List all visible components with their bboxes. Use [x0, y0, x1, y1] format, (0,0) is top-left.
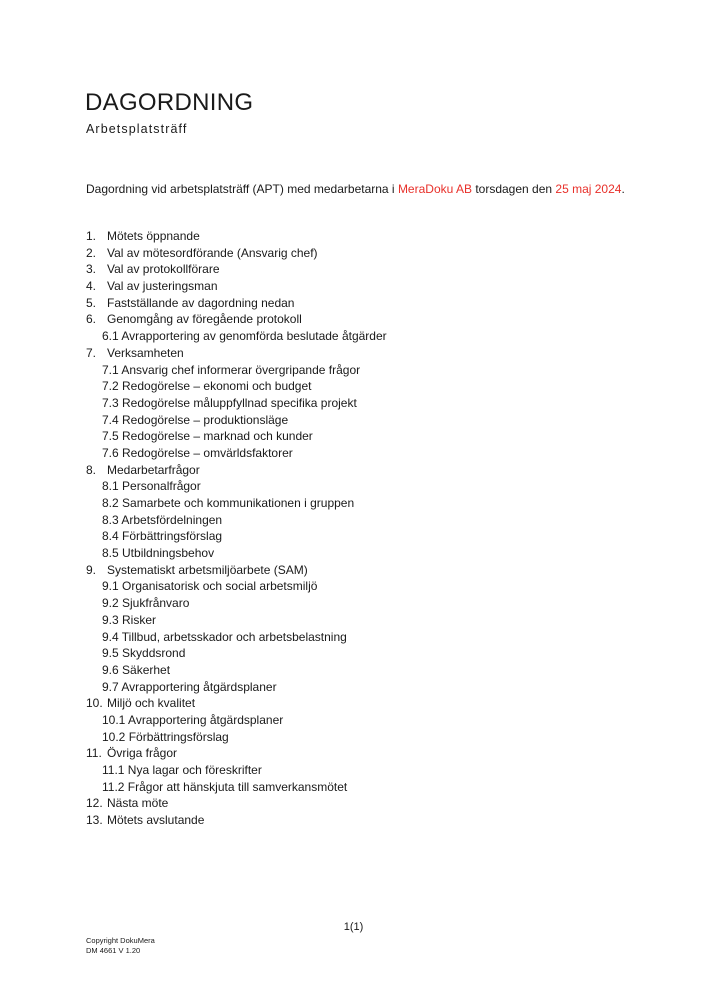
agenda-item [86, 562, 387, 579]
agenda-item-number: 8. [86, 462, 97, 477]
agenda-subitem: 7.2 Redogörelse – ekonomi och budget [102, 379, 312, 394]
agenda-item-text: Genomgång av föregående protokoll [107, 312, 302, 327]
agenda-item [86, 695, 387, 712]
agenda-item-text: Fastställande av dagordning nedan [107, 295, 295, 310]
agenda-item [86, 345, 387, 362]
agenda-item-number: 10. [86, 696, 103, 711]
agenda-item-number: 4. [86, 279, 97, 294]
agenda-item-text: Mötets öppnande [107, 229, 200, 243]
company-name: MeraDoku AB [397, 182, 472, 196]
intro-text-part1: Dagordning vid arbetsplatsträff (APT) med medarbetarna i [86, 182, 398, 196]
agenda-item [86, 812, 387, 829]
agenda-item [86, 311, 387, 328]
agenda-item-text: Verksamheten [107, 345, 184, 360]
agenda-item-text: Val av justeringsman [107, 279, 218, 294]
agenda-subitem: 9.6 Säkerhet [102, 662, 171, 677]
agenda-item-number: 6. [86, 312, 97, 327]
agenda-item-text: Miljö och kvalitet [107, 696, 196, 711]
agenda-item [86, 795, 387, 812]
agenda-item-text: Val av mötesordförande (Ansvarig chef) [107, 245, 318, 260]
agenda-subitem: 10.2 Förbättringsförslag [102, 729, 229, 744]
agenda-item-number: 3. [86, 262, 97, 277]
agenda-item-text: Nästa möte [107, 796, 169, 811]
agenda-list [86, 228, 387, 829]
agenda-subitem: 8.4 Förbättringsförslag [102, 529, 223, 544]
agenda-subitem: 11.1 Nya lagar och föreskrifter [102, 763, 262, 777]
agenda-subitem: 9.5 Skyddsrond [102, 646, 186, 661]
agenda-item [86, 261, 387, 278]
agenda-subitem: 9.2 Sjukfrånvaro [102, 596, 190, 611]
agenda-item-number: 9. [86, 562, 97, 577]
document-title: DAGORDNING [85, 89, 254, 116]
agenda-subitem: 8.2 Samarbete och kommunikationen i gruppen [102, 496, 355, 510]
agenda-subitem: 6.1 Avrapportering av genomförda beslutade åtgärder [102, 329, 387, 344]
agenda-subitem: 9.1 Organisatorisk och social arbetsmiljö [102, 579, 318, 594]
agenda-item-number: 2. [86, 245, 97, 260]
agenda-item-number: 13. [86, 813, 103, 828]
agenda-item [86, 745, 387, 762]
agenda-subitem: 9.3 Risker [102, 612, 157, 627]
agenda-subitem: 9.4 Tillbud, arbetsskador och arbetsbelastning [102, 629, 347, 644]
agenda-item [86, 245, 387, 262]
agenda-item-number: 11. [86, 746, 102, 761]
agenda-item-text: Övriga frågor [107, 746, 178, 761]
document-id: DM 4661 V 1.20 [86, 946, 141, 955]
copyright-text: Copyright DokuMera [86, 936, 155, 945]
document-subtitle: Arbetsplatsträff [86, 122, 188, 136]
agenda-subitem: 8.5 Utbildningsbehov [102, 546, 215, 561]
agenda-subitem: 8.3 Arbetsfördelningen [102, 512, 223, 527]
meeting-date: 25 maj 2024 [555, 182, 622, 196]
agenda-item-number: 5. [86, 295, 97, 310]
agenda-subitem: 10.1 Avrapportering åtgärdsplaner [102, 712, 284, 727]
agenda-subitem: 7.4 Redogörelse – produktionsläge [102, 412, 289, 427]
intro-text-part2: torsdagen den [471, 182, 556, 196]
agenda-subitem: 7.1 Ansvarig chef informerar övergripande frågor [102, 362, 361, 377]
agenda-item-number: 7. [86, 345, 97, 360]
agenda-item-text: Systematiskt arbetsmiljöarbete (SAM) [107, 562, 308, 577]
agenda-item-text: Val av protokollförare [107, 262, 220, 277]
agenda-subitem: 11.2 Frågor att hänskjuta till samverkansmötet [102, 779, 348, 794]
agenda-item [86, 278, 387, 295]
agenda-item-number: 12. [86, 796, 103, 811]
agenda-item-text: Medarbetarfrågor [107, 462, 200, 477]
agenda-item [86, 295, 387, 312]
agenda-subitem: 9.7 Avrapportering åtgärdsplaner [102, 679, 277, 694]
agenda-subitem: 7.5 Redogörelse – marknad och kunder [102, 429, 313, 444]
document-footer [86, 936, 155, 956]
agenda-item-text: Mötets avslutande [107, 813, 205, 828]
agenda-item [86, 228, 387, 245]
agenda-subitem: 7.6 Redogörelse – omvärldsfaktorer [102, 445, 293, 460]
agenda-item-number: 1. [86, 229, 97, 243]
agenda-item [86, 462, 387, 479]
agenda-subitem: 7.3 Redogörelse måluppfyllnad specifika projekt [102, 395, 357, 410]
agenda-subitem: 8.1 Personalfrågor [102, 479, 201, 494]
page-number: 1(1) [343, 921, 364, 933]
intro-text-part3: . [621, 182, 625, 196]
intro-paragraph [86, 181, 626, 198]
